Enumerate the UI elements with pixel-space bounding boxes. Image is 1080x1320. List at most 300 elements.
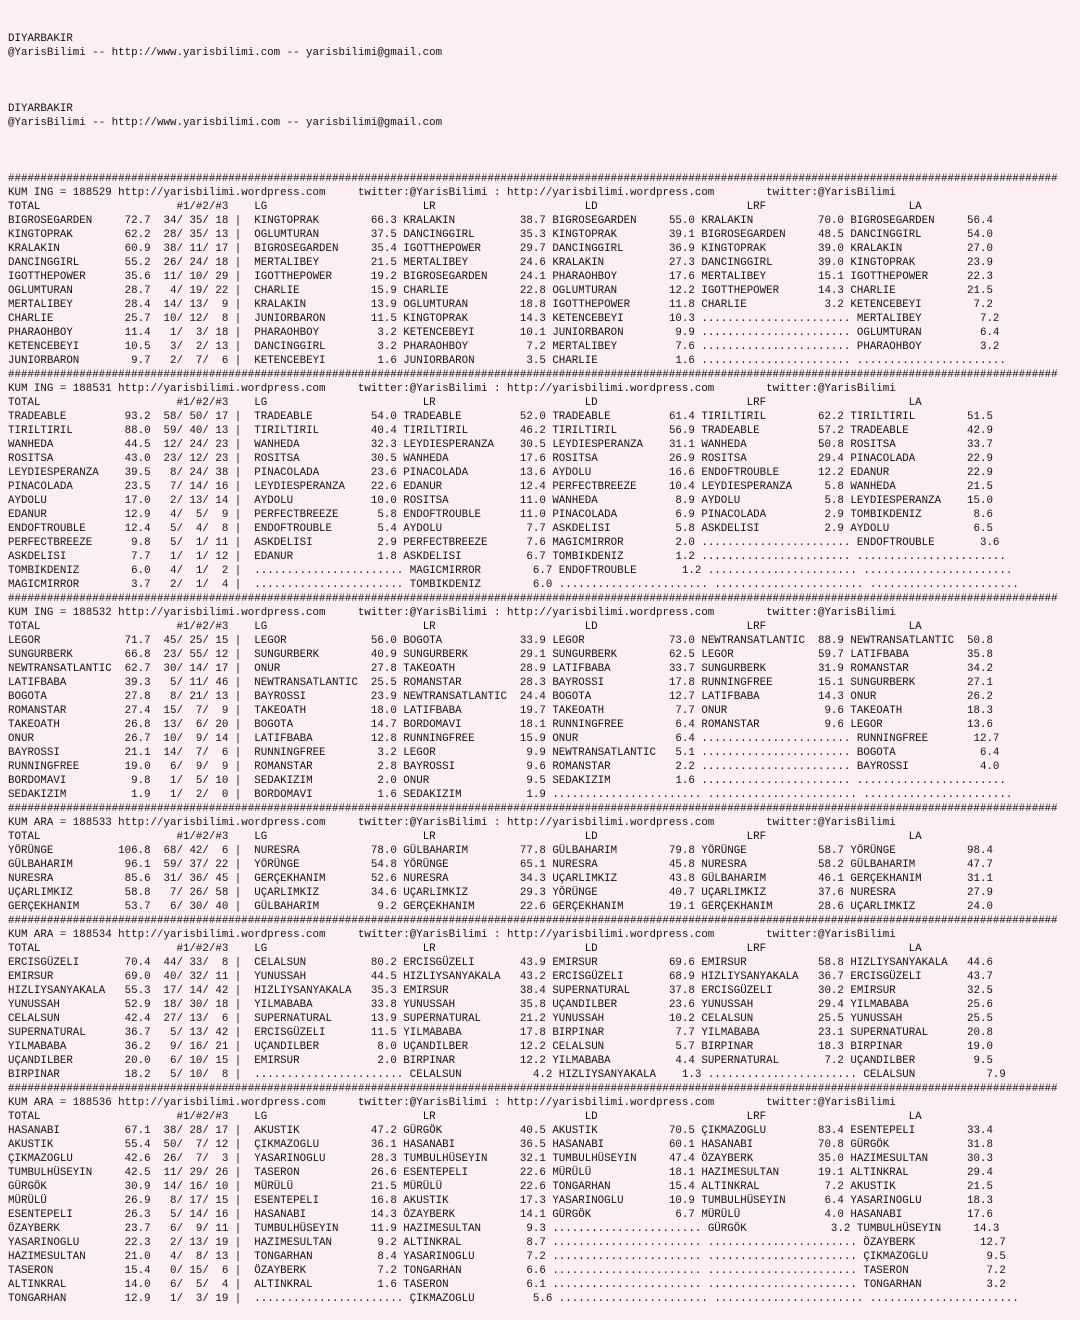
total-score: 9.7 (111, 355, 151, 367)
lg-cell: HASANABI 14.3 (254, 1209, 404, 1221)
rank-counts: 6/ 10/ 15 (150, 1055, 229, 1067)
race-sections (8, 172, 1080, 1306)
column-divider: | (228, 481, 255, 493)
ld-cell: GÜLBAHARIM 79.8 (552, 845, 702, 857)
result-row (8, 256, 1080, 270)
rank-counts: 8/ 24/ 38 (150, 467, 229, 479)
rank-counts: 1/ 1/ 12 (150, 551, 229, 563)
total-name: EMIRSUR (8, 971, 112, 983)
rank-counts: 15/ 7/ 9 (150, 705, 229, 717)
ld-cell: ROMANSTAR 2.2 (552, 761, 702, 773)
rank-counts: 5/ 1/ 11 (150, 537, 229, 549)
site-url: http://yarisbilimi.wordpress.com (118, 383, 326, 395)
result-row (8, 466, 1080, 480)
lrf-cell: UÇARLIMKIZ 37.6 (701, 887, 851, 899)
lrf-cell: ....................... (714, 579, 870, 591)
column-divider: | (228, 565, 255, 577)
lrf-cell: TRADEABLE 57.2 (701, 425, 851, 437)
lrf-cell: ....................... (701, 761, 857, 773)
lr-cell: MÜRÜLÜ 22.6 (403, 1181, 553, 1193)
column-divider: | (228, 215, 255, 227)
result-row (8, 1194, 1080, 1208)
total-name: NURESRA (8, 873, 112, 885)
lr-cell: GÜRGÖK 40.5 (403, 1125, 553, 1137)
twitter-handle: twitter:@YarisBilimi (357, 1097, 488, 1109)
total-name: BIGROSEGARDEN (8, 215, 112, 227)
col-header-la: LA (908, 1111, 922, 1123)
result-row (8, 788, 1080, 802)
lr-cell: ROMANSTAR 28.3 (403, 677, 553, 689)
column-divider: | (228, 1013, 255, 1025)
result-row (8, 648, 1080, 662)
rank-counts: 28/ 35/ 13 (150, 229, 229, 241)
lg-cell: YASARINOGLU 28.3 (254, 1153, 404, 1165)
lrf-cell: RUNNINGFREE 15.1 (701, 677, 851, 689)
total-score: 1.9 (111, 789, 151, 801)
ld-cell: CELALSUN 5.7 (552, 1041, 702, 1053)
race-section (8, 592, 1080, 802)
lrf-cell: ....................... (707, 565, 864, 577)
lrf-cell: ....................... (707, 1265, 864, 1277)
total-score: 106.8 (111, 845, 151, 857)
site-url: http://yarisbilimi.wordpress.com (506, 817, 715, 829)
column-divider: | (228, 1223, 255, 1235)
column-divider: | (228, 425, 255, 437)
col-header-total: TOTAL (8, 1111, 177, 1123)
col-header-ld: LD (584, 943, 747, 955)
column-divider: | (228, 327, 255, 339)
la-cell: ....................... (869, 579, 1019, 591)
lrf-cell: GÜLBAHARIM 46.1 (701, 873, 851, 885)
ld-cell: AKUSTIK 70.5 (552, 1125, 702, 1137)
lg-cell: ERCISGÜZELI 11.5 (254, 1027, 404, 1039)
ld-cell: BIGROSEGARDEN 55.0 (552, 215, 702, 227)
total-score: 12.4 (111, 523, 151, 535)
la-cell: MERTALIBEY 7.2 (856, 313, 1000, 325)
la-cell: HASANABI 17.6 (850, 1209, 993, 1221)
lg-cell: NURESRA 78.0 (254, 845, 404, 857)
column-header-row (8, 200, 1080, 214)
column-divider: | (228, 719, 255, 731)
total-name: TONGARHAN (8, 1293, 112, 1305)
ld-cell: TAKEOATH 7.7 (552, 705, 702, 717)
result-row (8, 340, 1080, 354)
total-name: BORDOMAVI (8, 775, 112, 787)
lg-cell: SUNGURBERK 40.9 (254, 649, 404, 661)
rank-counts: 10/ 9/ 14 (150, 733, 229, 745)
ld-cell: BAYROSSI 17.8 (552, 677, 702, 689)
total-score: 3.7 (111, 579, 151, 591)
total-name: TUMBULHÜSEYIN (8, 1167, 112, 1179)
rank-counts: 45/ 25/ 15 (150, 635, 229, 647)
lr-cell: TUMBULHÜSEYIN 32.1 (403, 1153, 553, 1165)
col-header-lg: LG (254, 201, 423, 213)
result-row (8, 508, 1080, 522)
twitter-handle: twitter:@YarisBilimi (766, 383, 896, 395)
column-divider: | (228, 1279, 255, 1291)
ld-cell: MERTALIBEY 7.6 (552, 341, 702, 353)
race-title: KUM ARA = 188534 (8, 929, 112, 941)
lg-cell: EMIRSUR 2.0 (254, 1055, 404, 1067)
total-score: 22.3 (111, 1237, 151, 1249)
column-divider: | (228, 1195, 255, 1207)
col-header-lr: LR (422, 201, 585, 213)
la-cell: GERÇEKHANIM 31.1 (850, 873, 993, 885)
result-row (8, 1040, 1080, 1054)
la-cell: TRADEABLE 42.9 (850, 425, 993, 437)
result-row (8, 1236, 1080, 1250)
twitter-handle: twitter:@YarisBilimi (357, 817, 488, 829)
lrf-cell: ....................... (701, 551, 857, 563)
lg-cell: ENDOFTROUBLE 5.4 (254, 523, 404, 535)
lg-cell: TAKEOATH 18.0 (254, 705, 404, 717)
race-section (8, 914, 1080, 1082)
lr-cell: CELALSUN 4.2 (409, 1069, 559, 1081)
column-divider: | (228, 901, 255, 913)
total-score: 93.2 (111, 411, 151, 423)
la-cell: ROSITSA 33.7 (850, 439, 993, 451)
result-row (8, 536, 1080, 550)
rank-counts: 58/ 50/ 17 (150, 411, 229, 423)
column-divider: | (228, 243, 255, 255)
total-score: 14.0 (111, 1279, 151, 1291)
ld-cell: HIZLIYSANYAKALA 1.3 (558, 1069, 708, 1081)
column-divider: | (228, 1139, 255, 1151)
rank-counts: 30/ 14/ 17 (150, 663, 229, 675)
lrf-cell: AYDOLU 5.8 (701, 495, 851, 507)
lrf-cell: PINACOLADA 2.9 (701, 509, 851, 521)
col-header-total: TOTAL (8, 831, 177, 843)
lg-cell: YÖRÜNGE 54.8 (254, 859, 404, 871)
total-name: MERTALIBEY (8, 299, 112, 311)
col-header-lg: LG (254, 831, 423, 843)
total-name: BOGOTA (8, 691, 112, 703)
result-row (8, 732, 1080, 746)
header-block (8, 32, 1080, 60)
column-divider: | (228, 649, 255, 661)
la-cell: GÜLBAHARIM 47.7 (850, 859, 993, 871)
lg-cell: UÇARLIMKIZ 34.6 (254, 887, 404, 899)
result-row (8, 690, 1080, 704)
total-name: ASKDELISI (8, 551, 112, 563)
total-score: 36.2 (111, 1041, 151, 1053)
ld-cell: ....................... (552, 1265, 708, 1277)
lrf-cell: IGOTTHEPOWER 14.3 (701, 285, 851, 297)
rank-counts: 2/ 1/ 4 (150, 579, 229, 591)
total-name: ENDOFTROUBLE (8, 523, 112, 535)
total-score: 25.7 (111, 313, 151, 325)
rank-counts: 2/ 13/ 14 (150, 495, 229, 507)
total-name: LATIFBABA (8, 677, 112, 689)
total-score: 10.5 (111, 341, 151, 353)
lg-cell: DANCINGGIRL 3.2 (254, 341, 404, 353)
lr-cell: PERFECTBREEZE 7.6 (403, 537, 553, 549)
rank-counts: 5/ 11/ 46 (150, 677, 229, 689)
la-cell: HAZIMESULTAN 30.3 (850, 1153, 993, 1165)
col-header-lrf: LRF (746, 621, 909, 633)
ld-cell: YASARINOGLU 10.9 (552, 1195, 702, 1207)
rank-counts: 27/ 13/ 6 (150, 1013, 229, 1025)
rank-counts: 23/ 55/ 12 (150, 649, 229, 661)
lr-cell: TONGARHAN 6.6 (403, 1265, 553, 1277)
total-score: 28.7 (111, 285, 151, 297)
ld-cell: EMIRSUR 69.6 (552, 957, 702, 969)
column-divider: | (228, 1069, 255, 1081)
col-header-ranks: #1/#2/#3 (176, 831, 255, 843)
blank-line (8, 130, 1080, 144)
result-row (8, 1124, 1080, 1138)
ld-cell: SEDAKIZIM 1.6 (552, 775, 702, 787)
lr-cell: ERCISGÜZELI 43.9 (403, 957, 553, 969)
total-name: YILMABABA (8, 1041, 112, 1053)
col-header-la: LA (908, 397, 922, 409)
col-header-lr: LR (422, 831, 585, 843)
ld-cell: LEGOR 73.0 (552, 635, 702, 647)
rank-counts: 59/ 37/ 22 (150, 859, 229, 871)
lrf-cell: ....................... (701, 733, 857, 745)
lr-cell: BIRPINAR 12.2 (403, 1055, 553, 1067)
result-row (8, 284, 1080, 298)
column-divider: | (228, 999, 255, 1011)
lr-cell: DANCINGGIRL 35.3 (403, 229, 553, 241)
total-score: 9.8 (111, 775, 151, 787)
lg-cell: AYDOLU 10.0 (254, 495, 404, 507)
column-divider: | (228, 551, 255, 563)
total-name: HAZIMESULTAN (8, 1251, 112, 1263)
lrf-cell: SUPERNATURAL 7.2 (701, 1055, 851, 1067)
lg-cell: YUNUSSAH 44.5 (254, 971, 404, 983)
la-cell: ....................... (863, 789, 1013, 801)
total-name: CHARLIE (8, 313, 112, 325)
ld-cell: CHARLIE 1.6 (552, 355, 702, 367)
rank-counts: 7/ 14/ 16 (150, 481, 229, 493)
column-divider: | (228, 1153, 255, 1165)
lg-cell: ESENTEPELI 16.8 (254, 1195, 404, 1207)
site-url: http://yarisbilimi.wordpress.com (118, 929, 326, 941)
la-cell: ....................... (863, 565, 1013, 577)
lrf-cell: YILMABABA 23.1 (701, 1027, 851, 1039)
col-header-lg: LG (254, 621, 423, 633)
total-name: ONUR (8, 733, 112, 745)
total-score: 70.4 (111, 957, 151, 969)
total-score: 72.7 (111, 215, 151, 227)
lrf-cell: ENDOFTROUBLE 12.2 (701, 467, 851, 479)
lr-cell: PHARAOHBOY 7.2 (403, 341, 553, 353)
result-row (8, 578, 1080, 592)
lg-cell: YILMABABA 33.8 (254, 999, 404, 1011)
lr-cell: SEDAKIZIM 1.9 (403, 789, 553, 801)
ld-cell: DANCINGGIRL 36.9 (552, 243, 702, 255)
la-cell: WANHEDA 21.5 (850, 481, 993, 493)
lr-cell: HIZLIYSANYAKALA 43.2 (403, 971, 553, 983)
lr-cell: NEWTRANSATLANTIC 24.4 (403, 691, 553, 703)
lr-cell: ENDOFTROUBLE 11.0 (403, 509, 553, 521)
la-cell: YASARINOGLU 18.3 (850, 1195, 993, 1207)
twitter-handle: twitter:@YarisBilimi (766, 187, 896, 199)
total-score: 30.9 (111, 1181, 151, 1193)
rank-counts: 10/ 12/ 8 (150, 313, 229, 325)
total-name: DANCINGGIRL (8, 257, 112, 269)
total-name: GÜLBAHARIM (8, 859, 112, 871)
result-row (8, 1208, 1080, 1222)
column-header-row (8, 1110, 1080, 1124)
la-cell: PINACOLADA 22.9 (850, 453, 993, 465)
rank-counts: 31/ 36/ 45 (150, 873, 229, 885)
lg-cell: ....................... (254, 565, 410, 577)
result-row (8, 984, 1080, 998)
ld-cell: KETENCEBEYI 10.3 (552, 313, 702, 325)
column-divider: | (228, 453, 255, 465)
lrf-cell: ....................... (701, 537, 857, 549)
rank-counts: 6/ 9/ 9 (150, 761, 229, 773)
total-score: 28.4 (111, 299, 151, 311)
ld-cell: AYDOLU 16.6 (552, 467, 702, 479)
total-score: 35.6 (111, 271, 151, 283)
ld-cell: PERFECTBREEZE 10.4 (552, 481, 702, 493)
rank-counts: 1/ 3/ 18 (150, 327, 229, 339)
lg-cell: BIGROSEGARDEN 35.4 (254, 243, 404, 255)
race-section (8, 368, 1080, 592)
total-score: 26.8 (111, 719, 151, 731)
la-cell: YUNUSSAH 25.5 (850, 1013, 993, 1025)
rank-counts: 38/ 11/ 17 (150, 243, 229, 255)
total-score: 15.4 (111, 1265, 151, 1277)
total-name: GÜRGÖK (8, 1181, 112, 1193)
rank-counts: 2/ 7/ 6 (150, 355, 229, 367)
result-row (8, 1138, 1080, 1152)
lrf-cell: KINGTOPRAK 39.0 (701, 243, 851, 255)
rank-counts: 5/ 14/ 16 (150, 1209, 229, 1221)
column-divider: | (228, 257, 255, 269)
lr-cell: YUNUSSAH 35.8 (403, 999, 553, 1011)
header-title: DIYARBAKIR (8, 103, 73, 115)
rank-counts: 6/ 5/ 4 (150, 1279, 229, 1291)
la-cell: ÖZAYBERK 12.7 (863, 1237, 1006, 1249)
rank-counts: 8/ 21/ 13 (150, 691, 229, 703)
lg-cell: TIRILTIRIL 40.4 (254, 425, 404, 437)
header-title: DIYARBAKIR (8, 33, 73, 45)
rank-counts: 34/ 35/ 18 (150, 215, 229, 227)
lrf-cell: ....................... (701, 313, 857, 325)
total-score: 55.4 (111, 1139, 151, 1151)
rank-counts: 0/ 15/ 6 (150, 1265, 229, 1277)
column-divider: | (228, 285, 255, 297)
site-url: http://yarisbilimi.wordpress.com (118, 607, 326, 619)
col-header-total: TOTAL (8, 397, 177, 409)
lrf-cell: ....................... (701, 327, 857, 339)
site-url: http://yarisbilimi.wordpress.com (118, 187, 326, 199)
lr-cell: HASANABI 36.5 (403, 1139, 553, 1151)
total-score: 55.3 (111, 985, 151, 997)
result-row (8, 312, 1080, 326)
separator-line: ################################################################################################################################################################## (8, 803, 1058, 815)
lg-cell: RUNNINGFREE 3.2 (254, 747, 404, 759)
total-score: 88.0 (111, 425, 151, 437)
result-row (8, 662, 1080, 676)
rank-counts: 13/ 6/ 20 (150, 719, 229, 731)
result-row (8, 634, 1080, 648)
separator-line: ################################################################################################################################################################## (8, 173, 1058, 185)
total-name: ROMANSTAR (8, 705, 112, 717)
site-url: http://yarisbilimi.wordpress.com (506, 607, 715, 619)
lrf-cell: EMIRSUR 58.8 (701, 957, 851, 969)
la-cell: TUMBULHÜSEYIN 14.3 (856, 1223, 1000, 1235)
result-row (8, 1278, 1080, 1292)
column-divider: | (228, 705, 255, 717)
total-score: 21.0 (111, 1251, 151, 1263)
lr-cell: SUPERNATURAL 21.2 (403, 1013, 553, 1025)
result-row (8, 1054, 1080, 1068)
lg-cell: CELALSUN 80.2 (254, 957, 404, 969)
rank-counts: 6/ 30/ 40 (150, 901, 229, 913)
total-score: 23.5 (111, 481, 151, 493)
lrf-cell: ROMANSTAR 9.6 (701, 719, 851, 731)
la-cell: BIRPINAR 19.0 (850, 1041, 993, 1053)
lg-cell: KINGTOPRAK 66.3 (254, 215, 404, 227)
column-divider: | (228, 985, 255, 997)
lr-cell: AYDOLU 7.7 (403, 523, 553, 535)
col-header-lrf: LRF (746, 943, 909, 955)
total-score: 12.9 (111, 509, 151, 521)
lg-cell: PERFECTBREEZE 5.8 (254, 509, 404, 521)
result-row (8, 704, 1080, 718)
lrf-cell: GERÇEKHANIM 28.6 (701, 901, 851, 913)
la-cell: CHARLIE 21.5 (850, 285, 993, 297)
ld-cell: TIRILTIRIL 56.9 (552, 425, 702, 437)
col-header-lg: LG (254, 1111, 423, 1123)
ld-cell: ....................... (552, 789, 708, 801)
total-name: KETENCEBEYI (8, 341, 112, 353)
lrf-cell: BIGROSEGARDEN 48.5 (701, 229, 851, 241)
col-header-total: TOTAL (8, 621, 177, 633)
total-name: PHARAOHBOY (8, 327, 112, 339)
lrf-cell: NURESRA 58.2 (701, 859, 851, 871)
lrf-cell: LEYDIESPERANZA 5.8 (701, 481, 851, 493)
total-name: KINGTOPRAK (8, 229, 112, 241)
rank-counts: 7/ 26/ 58 (150, 887, 229, 899)
site-url: http://yarisbilimi.wordpress.com (118, 817, 326, 829)
lg-cell: ROMANSTAR 2.8 (254, 761, 404, 773)
total-name: IGOTTHEPOWER (8, 271, 112, 283)
total-score: 42.5 (111, 1167, 151, 1179)
twitter-handle: twitter:@YarisBilimi (357, 929, 488, 941)
column-divider: | (228, 1041, 255, 1053)
total-score: 58.8 (111, 887, 151, 899)
lr-cell: YÖRÜNGE 65.1 (403, 859, 553, 871)
col-header-lrf: LRF (746, 397, 909, 409)
rank-counts: 12/ 24/ 23 (150, 439, 229, 451)
lg-cell: OGLUMTURAN 37.5 (254, 229, 404, 241)
lg-cell: TASERON 26.6 (254, 1167, 404, 1179)
lr-cell: PINACOLADA 13.6 (403, 467, 553, 479)
blank-line (8, 74, 1080, 88)
total-name: UÇANDILBER (8, 1055, 112, 1067)
total-name: SEDAKIZIM (8, 789, 112, 801)
column-divider: | (228, 747, 255, 759)
la-cell: CELALSUN 7.9 (863, 1069, 1006, 1081)
ld-cell: RUNNINGFREE 6.4 (552, 719, 702, 731)
rank-counts: 2/ 13/ 19 (150, 1237, 229, 1249)
result-row (8, 1152, 1080, 1166)
twitter-handle: twitter:@YarisBilimi (766, 607, 896, 619)
la-cell: ....................... (856, 551, 1006, 563)
column-divider: | (228, 439, 255, 451)
la-cell: YÖRÜNGE 98.4 (850, 845, 993, 857)
lr-cell: KRALAKIN 38.7 (403, 215, 553, 227)
column-divider: | (228, 341, 255, 353)
lrf-cell: YUNUSSAH 29.4 (701, 999, 851, 1011)
lg-cell: ALTINKRAL 1.6 (254, 1279, 404, 1291)
